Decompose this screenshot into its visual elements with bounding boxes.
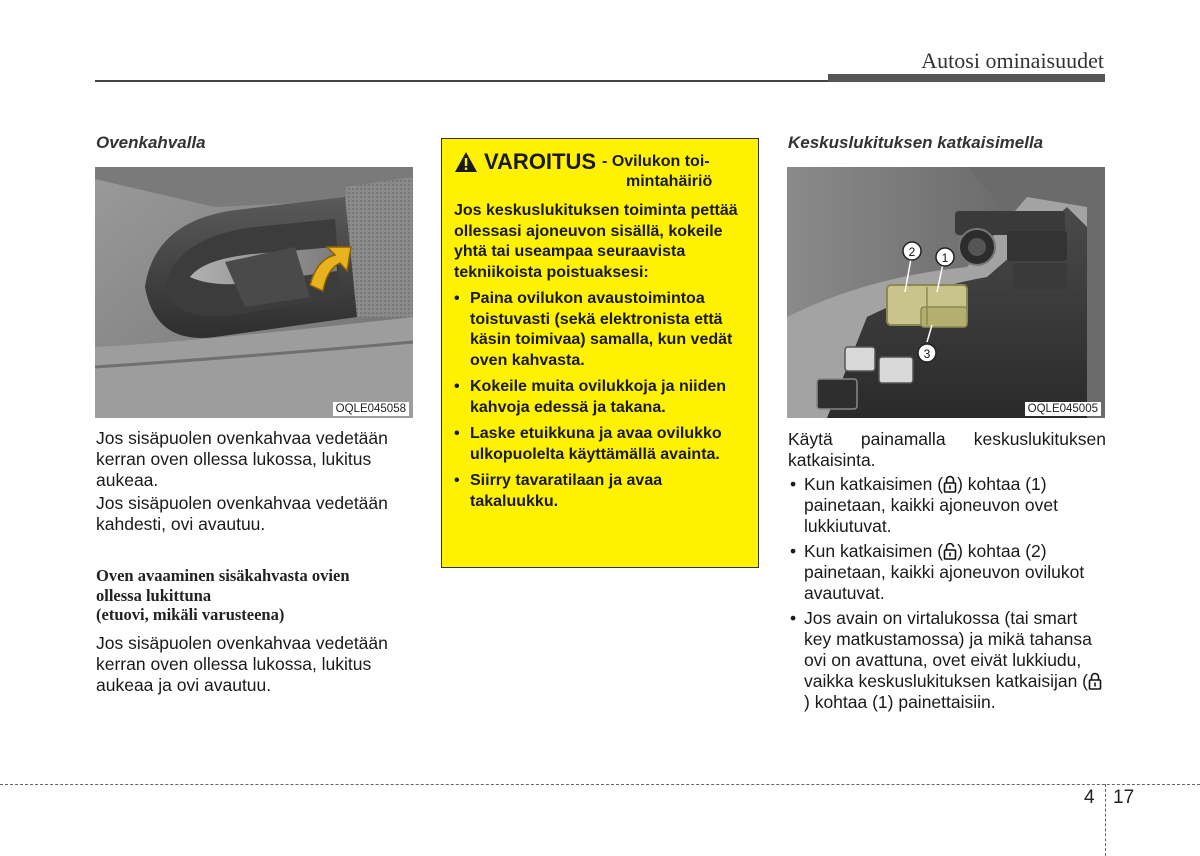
warning-item: • Siirry tavaratilaan ja avaa takaluukku.: [454, 472, 663, 510]
photo-code-right: OQLE045005: [1025, 402, 1101, 416]
warning-item: • Paina ovilukon avaustoimintoa toistuvasti (sekä elektronista että käsin toimivaa) samalla, kun vedät oven kahvasta.: [454, 290, 733, 369]
central-lock-switch-photo: [787, 167, 1105, 418]
left-subheading-line-2: ollessa lukittuna: [96, 585, 212, 605]
warning-heading: [454, 149, 750, 191]
callout-label-3: 3: [923, 347, 931, 361]
warning-title: VAROITUS: [484, 149, 597, 174]
warning-subtitle-line-2: mintahäiriö: [626, 173, 713, 190]
door-handle-illustration: [95, 167, 413, 418]
header-rule-thin: [95, 80, 830, 82]
page-number: 17: [1113, 787, 1135, 808]
warning-item: • Kokeile muita ovilukkoja ja niiden kahvoja edessä ja takana.: [454, 378, 727, 416]
warning-item: • Laske etuikkuna ja avaa ovilukko ulkopuolelta käyttämällä avainta.: [454, 425, 722, 463]
right-bullet-3: • Jos avain on virtalukossa (tai smart key matkustamossa) ja mikä tahansa ovi on avattuna, ovet eivät lukkiudu, vaikka keskuslukituksen katkaisijan () kohtaa (1) painettaisiin.: [788, 608, 1106, 713]
warning-box: [441, 138, 759, 568]
left-para-2: Jos sisäpuolen ovenkahvaa vedetään kahdesti, ovi avautuu.: [96, 493, 388, 534]
callout-label-2: 2: [908, 245, 916, 259]
lock-closed-icon: [1088, 672, 1102, 690]
warning-list: [454, 289, 750, 512]
left-subheading-line-1: Oven avaaminen sisäkahvasta ovien: [96, 566, 350, 585]
lock-closed-icon: [943, 475, 957, 493]
left-para-3: Jos sisäpuolen ovenkahvaa vedetään kerran oven ollessa lukossa, lukitus aukeaa ja ovi avautuu.: [96, 633, 388, 695]
right-bullets-container: [788, 474, 1106, 717]
page-header-title: Autosi ominaisuudet: [921, 48, 1104, 73]
left-subheading-line-3: (etuovi, mikäli varusteena): [96, 605, 285, 624]
lock-open-icon: [943, 542, 957, 560]
warning-intro: Jos keskuslukituksen toiminta pettää ollessasi ajoneuvon sisällä, kokeile yhtä tai useampaa seuraavista tekniikoista poistuaksesi:: [454, 202, 738, 281]
chapter-number: 4: [1084, 787, 1095, 808]
warning-triangle-icon: [454, 151, 478, 173]
warning-subtitle-line-1: - Ovilukon toi-: [602, 153, 710, 170]
left-subheading: [96, 566, 414, 625]
footer-vertical-dashed-rule: [1105, 784, 1106, 856]
right-bullet-list: [788, 474, 1106, 713]
right-intro: Käytä painamalla keskuslukituksen katkaisinta.: [788, 429, 1106, 470]
left-para-1: Jos sisäpuolen ovenkahvaa vedetään kerran oven ollessa lukossa, lukitus aukeaa.: [96, 428, 388, 490]
footer-dashed-rule: [0, 784, 1200, 785]
right-bullet-1: • Kun katkaisimen ( ) kohtaa (1) painetaan, kaikki ajoneuvon ovet lukkiutuvat.: [790, 474, 1058, 536]
right-section-title: Keskuslukituksen katkaisimella: [788, 133, 1044, 152]
warning-body: [454, 201, 750, 518]
callout-label-1: 1: [941, 251, 949, 265]
photo-code-left: OQLE045058: [333, 402, 409, 416]
header-rule-thick: [828, 74, 1105, 82]
door-handle-photo: [95, 167, 413, 418]
right-bullet-2: • Kun katkaisimen ( ) kohtaa (2) painetaan, kaikki ajoneuvon ovilukot avautuvat.: [790, 541, 1085, 603]
left-section-title: Ovenkahvalla: [96, 133, 206, 152]
central-lock-switch-illustration: [787, 167, 1105, 418]
